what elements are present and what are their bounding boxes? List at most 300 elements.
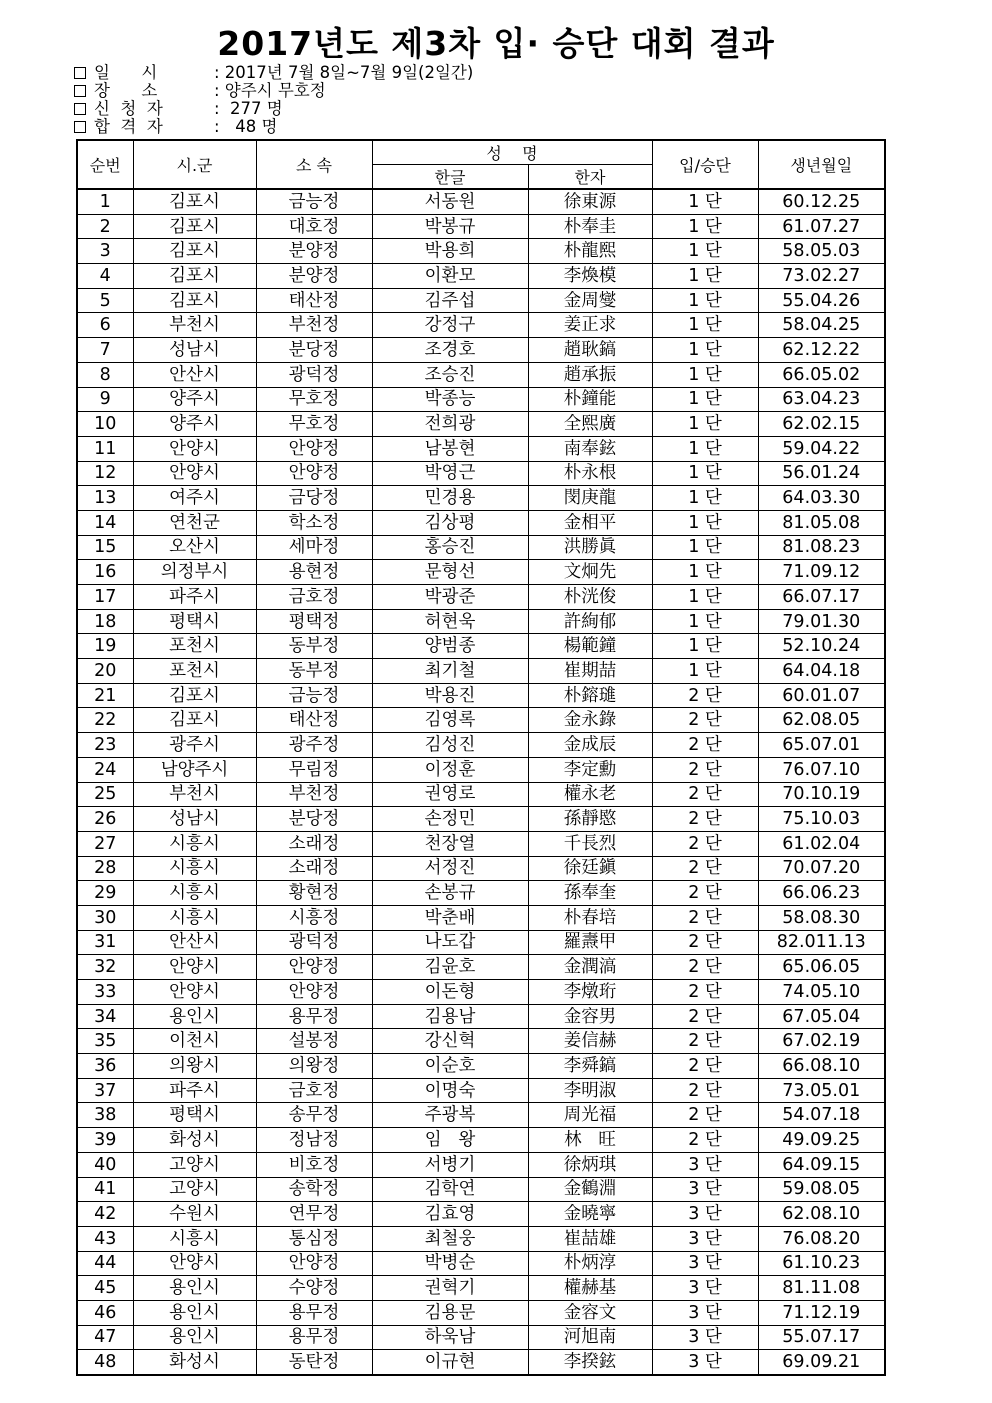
cell-rank: 1 단 bbox=[652, 510, 758, 535]
table-row bbox=[77, 486, 885, 511]
cell-club: 광주정 bbox=[256, 733, 372, 758]
cell-name-hanja: 李煥模 bbox=[528, 264, 652, 289]
info-row-passed bbox=[74, 118, 473, 136]
cell-rank: 1 단 bbox=[652, 634, 758, 659]
cell-club: 광덕정 bbox=[256, 362, 372, 387]
cell-club: 송학정 bbox=[256, 1177, 372, 1202]
cell-rank: 1 단 bbox=[652, 535, 758, 560]
cell-name-hanja: 楊範鐘 bbox=[528, 634, 652, 659]
cell-name-hanja: 李明淑 bbox=[528, 1078, 652, 1103]
cell-name-hangul: 천장열 bbox=[372, 831, 528, 856]
cell-birth: 62.08.05 bbox=[758, 708, 885, 733]
cell-rank: 1 단 bbox=[652, 313, 758, 338]
table-row bbox=[77, 387, 885, 412]
info-value: : 2017년 7월 8일~7월 9일(2일간) bbox=[214, 63, 474, 82]
cell-city: 시흥시 bbox=[133, 905, 256, 930]
cell-city: 시흥시 bbox=[133, 831, 256, 856]
table-row bbox=[77, 955, 885, 980]
table-row bbox=[77, 881, 885, 906]
cell-birth: 75.10.03 bbox=[758, 807, 885, 832]
table-row bbox=[77, 239, 885, 264]
cell-name-hangul: 임 왕 bbox=[372, 1128, 528, 1153]
cell-no: 17 bbox=[77, 585, 133, 610]
cell-name-hangul: 서병기 bbox=[372, 1152, 528, 1177]
cell-city: 양주시 bbox=[133, 412, 256, 437]
table-row bbox=[77, 1276, 885, 1301]
cell-name-hangul: 박춘배 bbox=[372, 905, 528, 930]
table-row bbox=[77, 1202, 885, 1227]
cell-name-hangul: 손봉규 bbox=[372, 881, 528, 906]
cell-club: 금호정 bbox=[256, 585, 372, 610]
cell-name-hangul: 박용진 bbox=[372, 683, 528, 708]
table-row bbox=[77, 264, 885, 289]
header-no: 순번 bbox=[77, 140, 133, 189]
cell-no: 40 bbox=[77, 1152, 133, 1177]
cell-city: 안양시 bbox=[133, 955, 256, 980]
cell-city: 안양시 bbox=[133, 461, 256, 486]
cell-name-hangul: 최철웅 bbox=[372, 1226, 528, 1251]
table-row bbox=[77, 560, 885, 585]
cell-rank: 2 단 bbox=[652, 733, 758, 758]
table-row bbox=[77, 807, 885, 832]
cell-no: 22 bbox=[77, 708, 133, 733]
cell-club: 연무정 bbox=[256, 1202, 372, 1227]
cell-birth: 61.07.27 bbox=[758, 214, 885, 239]
cell-no: 43 bbox=[77, 1226, 133, 1251]
cell-no: 12 bbox=[77, 461, 133, 486]
cell-birth: 81.05.08 bbox=[758, 510, 885, 535]
table-row bbox=[77, 585, 885, 610]
cell-name-hangul: 조승진 bbox=[372, 362, 528, 387]
cell-club: 의왕정 bbox=[256, 1054, 372, 1079]
cell-birth: 66.07.17 bbox=[758, 585, 885, 610]
cell-birth: 74.05.10 bbox=[758, 980, 885, 1005]
cell-club: 분양정 bbox=[256, 264, 372, 289]
cell-name-hanja: 朴春培 bbox=[528, 905, 652, 930]
cell-city: 이천시 bbox=[133, 1029, 256, 1054]
cell-name-hangul: 서동원 bbox=[372, 189, 528, 214]
cell-club: 정남정 bbox=[256, 1128, 372, 1153]
cell-rank: 3 단 bbox=[652, 1202, 758, 1227]
cell-city: 시흥시 bbox=[133, 881, 256, 906]
cell-no: 48 bbox=[77, 1350, 133, 1375]
cell-birth: 62.12.22 bbox=[758, 338, 885, 363]
header-birth: 생년월일 bbox=[758, 140, 885, 189]
cell-birth: 67.05.04 bbox=[758, 1004, 885, 1029]
cell-name-hangul: 이순호 bbox=[372, 1054, 528, 1079]
cell-name-hanja: 崔期喆 bbox=[528, 659, 652, 684]
table-row bbox=[77, 436, 885, 461]
cell-name-hanja: 孫靜愍 bbox=[528, 807, 652, 832]
table-row bbox=[77, 1325, 885, 1350]
cell-no: 32 bbox=[77, 955, 133, 980]
cell-club: 분당정 bbox=[256, 807, 372, 832]
cell-name-hangul: 박종능 bbox=[372, 387, 528, 412]
cell-name-hangul: 김주섭 bbox=[372, 288, 528, 313]
table-row bbox=[77, 980, 885, 1005]
cell-city: 포천시 bbox=[133, 634, 256, 659]
cell-city: 의정부시 bbox=[133, 560, 256, 585]
cell-name-hangul: 나도갑 bbox=[372, 930, 528, 955]
cell-city: 안산시 bbox=[133, 362, 256, 387]
cell-name-hangul: 김성진 bbox=[372, 733, 528, 758]
cell-no: 18 bbox=[77, 609, 133, 634]
cell-name-hangul: 박광준 bbox=[372, 585, 528, 610]
table-row bbox=[77, 930, 885, 955]
cell-city: 남양주시 bbox=[133, 757, 256, 782]
info-value: : 양주시 무호정 bbox=[214, 81, 326, 100]
cell-name-hanja: 徐東源 bbox=[528, 189, 652, 214]
cell-name-hanja: 趙耿鎬 bbox=[528, 338, 652, 363]
cell-club: 안양정 bbox=[256, 980, 372, 1005]
cell-city: 의왕시 bbox=[133, 1054, 256, 1079]
cell-club: 통심정 bbox=[256, 1226, 372, 1251]
results-table bbox=[76, 139, 886, 1376]
cell-club: 소래정 bbox=[256, 856, 372, 881]
cell-name-hangul: 최기철 bbox=[372, 659, 528, 684]
cell-name-hangul: 조경호 bbox=[372, 338, 528, 363]
cell-club: 분양정 bbox=[256, 239, 372, 264]
table-row bbox=[77, 856, 885, 881]
cell-city: 파주시 bbox=[133, 585, 256, 610]
cell-rank: 3 단 bbox=[652, 1251, 758, 1276]
cell-birth: 61.10.23 bbox=[758, 1251, 885, 1276]
cell-no: 44 bbox=[77, 1251, 133, 1276]
cell-rank: 2 단 bbox=[652, 683, 758, 708]
cell-city: 양주시 bbox=[133, 387, 256, 412]
table-row bbox=[77, 1103, 885, 1128]
cell-club: 학소정 bbox=[256, 510, 372, 535]
header-hangul: 한글 bbox=[372, 165, 528, 190]
cell-name-hangul: 김학연 bbox=[372, 1177, 528, 1202]
info-label: 일 시 bbox=[94, 63, 158, 82]
cell-rank: 2 단 bbox=[652, 831, 758, 856]
cell-name-hangul: 강신혁 bbox=[372, 1029, 528, 1054]
cell-rank: 1 단 bbox=[652, 338, 758, 363]
cell-birth: 69.09.21 bbox=[758, 1350, 885, 1375]
cell-no: 46 bbox=[77, 1300, 133, 1325]
cell-club: 태산정 bbox=[256, 288, 372, 313]
page-title: 2017년도 제3차 입· 승단 대회 결과 bbox=[217, 24, 775, 63]
cell-name-hanja: 趙承振 bbox=[528, 362, 652, 387]
cell-birth: 61.02.04 bbox=[758, 831, 885, 856]
cell-name-hangul: 이규현 bbox=[372, 1350, 528, 1375]
cell-club: 안양정 bbox=[256, 436, 372, 461]
cell-rank: 3 단 bbox=[652, 1350, 758, 1375]
cell-birth: 52.10.24 bbox=[758, 634, 885, 659]
cell-city: 고양시 bbox=[133, 1177, 256, 1202]
cell-club: 무호정 bbox=[256, 387, 372, 412]
cell-rank: 1 단 bbox=[652, 560, 758, 585]
cell-city: 안양시 bbox=[133, 1251, 256, 1276]
header-hanja: 한자 bbox=[528, 165, 652, 190]
cell-city: 화성시 bbox=[133, 1128, 256, 1153]
cell-no: 20 bbox=[77, 659, 133, 684]
cell-no: 39 bbox=[77, 1128, 133, 1153]
cell-name-hangul: 서정진 bbox=[372, 856, 528, 881]
cell-name-hanja: 南奉鉉 bbox=[528, 436, 652, 461]
cell-name-hangul: 문형선 bbox=[372, 560, 528, 585]
results-body bbox=[77, 189, 885, 1375]
cell-rank: 1 단 bbox=[652, 239, 758, 264]
cell-city: 김포시 bbox=[133, 189, 256, 214]
cell-name-hanja: 洪勝眞 bbox=[528, 535, 652, 560]
cell-rank: 2 단 bbox=[652, 1004, 758, 1029]
cell-birth: 65.07.01 bbox=[758, 733, 885, 758]
cell-name-hangul: 남봉현 bbox=[372, 436, 528, 461]
header-club: 소 속 bbox=[256, 140, 372, 189]
cell-club: 무림정 bbox=[256, 757, 372, 782]
cell-city: 김포시 bbox=[133, 708, 256, 733]
cell-name-hangul: 김용남 bbox=[372, 1004, 528, 1029]
cell-name-hanja: 金周燮 bbox=[528, 288, 652, 313]
cell-birth: 82.011.13 bbox=[758, 930, 885, 955]
cell-rank: 1 단 bbox=[652, 436, 758, 461]
cell-no: 13 bbox=[77, 486, 133, 511]
checkbox-icon bbox=[74, 103, 86, 115]
cell-birth: 71.09.12 bbox=[758, 560, 885, 585]
cell-no: 9 bbox=[77, 387, 133, 412]
table-row bbox=[77, 362, 885, 387]
table-row bbox=[77, 338, 885, 363]
table-row bbox=[77, 757, 885, 782]
cell-birth: 66.05.02 bbox=[758, 362, 885, 387]
cell-name-hanja: 李燉珩 bbox=[528, 980, 652, 1005]
cell-name-hanja: 朴奉圭 bbox=[528, 214, 652, 239]
table-row bbox=[77, 782, 885, 807]
cell-club: 소래정 bbox=[256, 831, 372, 856]
cell-name-hanja: 朴鎔璡 bbox=[528, 683, 652, 708]
cell-name-hanja: 李舜鎬 bbox=[528, 1054, 652, 1079]
cell-rank: 2 단 bbox=[652, 708, 758, 733]
cell-birth: 60.12.25 bbox=[758, 189, 885, 214]
header-name: 성 명 bbox=[372, 140, 652, 165]
cell-birth: 81.08.23 bbox=[758, 535, 885, 560]
info-label: 합 격 자 bbox=[94, 117, 163, 136]
cell-no: 28 bbox=[77, 856, 133, 881]
cell-city: 고양시 bbox=[133, 1152, 256, 1177]
cell-name-hanja: 權永老 bbox=[528, 782, 652, 807]
cell-club: 설봉정 bbox=[256, 1029, 372, 1054]
cell-rank: 1 단 bbox=[652, 461, 758, 486]
table-row bbox=[77, 1078, 885, 1103]
cell-no: 11 bbox=[77, 436, 133, 461]
cell-club: 분당정 bbox=[256, 338, 372, 363]
cell-city: 오산시 bbox=[133, 535, 256, 560]
checkbox-icon bbox=[74, 67, 86, 79]
cell-name-hangul: 양범종 bbox=[372, 634, 528, 659]
cell-name-hangul: 김효영 bbox=[372, 1202, 528, 1227]
cell-no: 36 bbox=[77, 1054, 133, 1079]
cell-birth: 65.06.05 bbox=[758, 955, 885, 980]
cell-name-hanja: 朴洸俊 bbox=[528, 585, 652, 610]
cell-name-hanja: 金容文 bbox=[528, 1300, 652, 1325]
cell-name-hanja: 孫奉奎 bbox=[528, 881, 652, 906]
cell-club: 용현정 bbox=[256, 560, 372, 585]
cell-city: 용인시 bbox=[133, 1325, 256, 1350]
cell-club: 동부정 bbox=[256, 634, 372, 659]
cell-no: 7 bbox=[77, 338, 133, 363]
cell-no: 38 bbox=[77, 1103, 133, 1128]
cell-city: 안산시 bbox=[133, 930, 256, 955]
cell-no: 33 bbox=[77, 980, 133, 1005]
cell-city: 여주시 bbox=[133, 486, 256, 511]
cell-name-hanja: 林 旺 bbox=[528, 1128, 652, 1153]
cell-name-hanja: 金鶴淵 bbox=[528, 1177, 652, 1202]
table-row bbox=[77, 1177, 885, 1202]
cell-club: 평택정 bbox=[256, 609, 372, 634]
cell-no: 1 bbox=[77, 189, 133, 214]
cell-city: 김포시 bbox=[133, 288, 256, 313]
table-row bbox=[77, 659, 885, 684]
cell-rank: 1 단 bbox=[652, 585, 758, 610]
table-row bbox=[77, 1029, 885, 1054]
cell-club: 대호정 bbox=[256, 214, 372, 239]
cell-name-hangul: 김윤호 bbox=[372, 955, 528, 980]
cell-rank: 3 단 bbox=[652, 1177, 758, 1202]
cell-city: 성남시 bbox=[133, 807, 256, 832]
cell-no: 15 bbox=[77, 535, 133, 560]
table-row bbox=[77, 634, 885, 659]
cell-rank: 2 단 bbox=[652, 881, 758, 906]
event-info bbox=[74, 64, 473, 136]
cell-rank: 2 단 bbox=[652, 930, 758, 955]
cell-birth: 56.01.24 bbox=[758, 461, 885, 486]
cell-rank: 1 단 bbox=[652, 412, 758, 437]
cell-no: 16 bbox=[77, 560, 133, 585]
cell-birth: 62.02.15 bbox=[758, 412, 885, 437]
cell-city: 김포시 bbox=[133, 214, 256, 239]
cell-name-hangul: 김영록 bbox=[372, 708, 528, 733]
cell-no: 19 bbox=[77, 634, 133, 659]
table-row bbox=[77, 609, 885, 634]
cell-no: 27 bbox=[77, 831, 133, 856]
cell-name-hanja: 金成辰 bbox=[528, 733, 652, 758]
cell-no: 47 bbox=[77, 1325, 133, 1350]
cell-name-hanja: 李揆鉉 bbox=[528, 1350, 652, 1375]
cell-club: 송무정 bbox=[256, 1103, 372, 1128]
cell-club: 금능정 bbox=[256, 189, 372, 214]
cell-club: 황현정 bbox=[256, 881, 372, 906]
cell-rank: 2 단 bbox=[652, 980, 758, 1005]
table-row bbox=[77, 412, 885, 437]
cell-birth: 81.11.08 bbox=[758, 1276, 885, 1301]
cell-name-hangul: 허현욱 bbox=[372, 609, 528, 634]
cell-name-hanja: 李定勳 bbox=[528, 757, 652, 782]
table-row bbox=[77, 683, 885, 708]
cell-rank: 3 단 bbox=[652, 1152, 758, 1177]
cell-name-hanja: 朴永根 bbox=[528, 461, 652, 486]
table-row bbox=[77, 1152, 885, 1177]
cell-birth: 70.10.19 bbox=[758, 782, 885, 807]
cell-club: 세마정 bbox=[256, 535, 372, 560]
cell-birth: 66.06.23 bbox=[758, 881, 885, 906]
cell-no: 4 bbox=[77, 264, 133, 289]
table-row bbox=[77, 1128, 885, 1153]
table-row bbox=[77, 510, 885, 535]
cell-name-hanja: 閔庚龍 bbox=[528, 486, 652, 511]
cell-name-hanja: 周光福 bbox=[528, 1103, 652, 1128]
table-row bbox=[77, 1226, 885, 1251]
cell-rank: 2 단 bbox=[652, 807, 758, 832]
cell-name-hanja: 權赫基 bbox=[528, 1276, 652, 1301]
cell-name-hanja: 朴龍熙 bbox=[528, 239, 652, 264]
table-row bbox=[77, 1251, 885, 1276]
cell-no: 42 bbox=[77, 1202, 133, 1227]
cell-city: 김포시 bbox=[133, 683, 256, 708]
table-row bbox=[77, 1300, 885, 1325]
cell-city: 부천시 bbox=[133, 313, 256, 338]
cell-birth: 76.07.10 bbox=[758, 757, 885, 782]
cell-city: 김포시 bbox=[133, 264, 256, 289]
cell-name-hangul: 손정민 bbox=[372, 807, 528, 832]
cell-birth: 73.02.27 bbox=[758, 264, 885, 289]
cell-name-hangul: 김용문 bbox=[372, 1300, 528, 1325]
cell-name-hanja: 姜信赫 bbox=[528, 1029, 652, 1054]
cell-no: 6 bbox=[77, 313, 133, 338]
cell-no: 37 bbox=[77, 1078, 133, 1103]
cell-name-hangul: 주광복 bbox=[372, 1103, 528, 1128]
cell-no: 23 bbox=[77, 733, 133, 758]
cell-city: 용인시 bbox=[133, 1300, 256, 1325]
cell-rank: 1 단 bbox=[652, 189, 758, 214]
cell-club: 부천정 bbox=[256, 313, 372, 338]
cell-rank: 2 단 bbox=[652, 757, 758, 782]
cell-city: 용인시 bbox=[133, 1004, 256, 1029]
cell-name-hangul: 홍승진 bbox=[372, 535, 528, 560]
cell-birth: 49.09.25 bbox=[758, 1128, 885, 1153]
cell-rank: 3 단 bbox=[652, 1276, 758, 1301]
cell-rank: 3 단 bbox=[652, 1300, 758, 1325]
cell-city: 광주시 bbox=[133, 733, 256, 758]
header-city: 시.군 bbox=[133, 140, 256, 189]
cell-birth: 79.01.30 bbox=[758, 609, 885, 634]
cell-no: 30 bbox=[77, 905, 133, 930]
cell-club: 용무정 bbox=[256, 1004, 372, 1029]
cell-no: 41 bbox=[77, 1177, 133, 1202]
cell-rank: 2 단 bbox=[652, 1078, 758, 1103]
info-row-place bbox=[74, 82, 473, 100]
cell-name-hanja: 徐炳琪 bbox=[528, 1152, 652, 1177]
cell-club: 수양정 bbox=[256, 1276, 372, 1301]
cell-rank: 2 단 bbox=[652, 782, 758, 807]
cell-rank: 1 단 bbox=[652, 609, 758, 634]
cell-rank: 3 단 bbox=[652, 1325, 758, 1350]
info-label: 장 소 bbox=[94, 81, 158, 100]
cell-name-hangul: 김상평 bbox=[372, 510, 528, 535]
cell-club: 금당정 bbox=[256, 486, 372, 511]
cell-birth: 73.05.01 bbox=[758, 1078, 885, 1103]
cell-name-hangul: 이명숙 bbox=[372, 1078, 528, 1103]
cell-name-hangul: 이환모 bbox=[372, 264, 528, 289]
cell-club: 금능정 bbox=[256, 683, 372, 708]
cell-no: 3 bbox=[77, 239, 133, 264]
cell-name-hanja: 羅燾甲 bbox=[528, 930, 652, 955]
cell-birth: 64.09.15 bbox=[758, 1152, 885, 1177]
cell-birth: 59.08.05 bbox=[758, 1177, 885, 1202]
table-row bbox=[77, 733, 885, 758]
cell-city: 시흥시 bbox=[133, 1226, 256, 1251]
cell-birth: 55.07.17 bbox=[758, 1325, 885, 1350]
cell-club: 안양정 bbox=[256, 1251, 372, 1276]
cell-club: 안양정 bbox=[256, 955, 372, 980]
cell-name-hanja: 河旭南 bbox=[528, 1325, 652, 1350]
cell-no: 8 bbox=[77, 362, 133, 387]
cell-city: 평택시 bbox=[133, 1103, 256, 1128]
cell-name-hangul: 전희광 bbox=[372, 412, 528, 437]
cell-name-hanja: 文炯先 bbox=[528, 560, 652, 585]
cell-club: 비호정 bbox=[256, 1152, 372, 1177]
